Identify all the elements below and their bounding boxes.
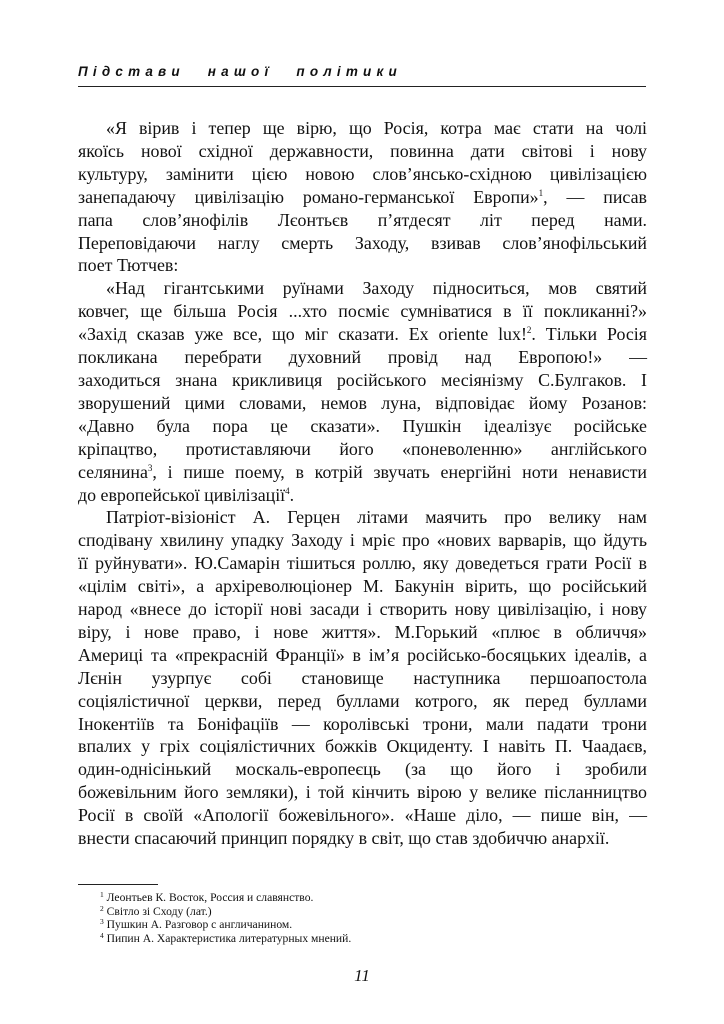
text-line: [78, 186, 647, 209]
text-line: Переповідаючи наглу смерть Заходу, взивав слов’янофільський: [78, 232, 647, 253]
footnote-ref[interactable]: 1: [538, 187, 544, 198]
footnote-number: 4: [100, 930, 104, 940]
text-line: Росії в своїй «Апології божевільного». «Наше діло, — пише він, —: [78, 805, 647, 826]
running-head: Підстави нашої політики: [78, 64, 402, 79]
text-line: «Давно була пора це сказати». Пушкін ідеалізує російське: [78, 415, 647, 436]
footnote-text: Леонтьев К. Восток, Россия и славянство.: [103, 891, 314, 904]
footnote-number: 3: [100, 917, 104, 926]
text-line: сподівану хвилину упадку Заходу і мріє про «нових варварів, що йдуть: [78, 530, 647, 551]
page-number: 11: [354, 966, 370, 985]
text-line: якоїсь нової східної державности, повинна дати світові і нову: [78, 140, 647, 161]
text-line: її руйнувати». Ю.Самарін тішиться роллю, яку доведеться грати Росії в: [78, 553, 647, 574]
text-line: народ «внесе до історії нові засади і створить нову цивілізацію, і нову: [78, 599, 647, 620]
paragraph: [78, 506, 647, 850]
paragraph: [78, 277, 647, 506]
footnote-rule: [78, 884, 158, 885]
text-line: кріпацтво, протиставляючи його «поневоленню» англійського: [78, 438, 647, 459]
footnote-ref[interactable]: 2: [526, 325, 532, 336]
footnote-text: Пипин А. Характеристика литературных мнений.: [103, 931, 352, 945]
text-line: Інокентіїв та Боніфаціїв — королівські трони, мали падати трони: [78, 713, 647, 734]
footnote-text: Пушкин А. Разговор с англичанином.: [103, 918, 293, 931]
text-run: . Тільки Росія: [531, 324, 647, 345]
text-line: один-однісінький москаль-европеєць (за що його і зробили: [78, 759, 647, 780]
main-text: [78, 117, 647, 850]
footnotes: [100, 891, 351, 945]
text-line: Лєнін узурпує собі становище наступника першоапостола: [78, 667, 647, 688]
text-run: , і пише поему, в котрій звучать енергійні ноти ненависти: [152, 461, 647, 482]
footnote: [100, 891, 351, 905]
text-line: внести спасаючий принцип порядку в світ, що став здобиччю анархії.: [78, 828, 610, 849]
text-run: селянина: [78, 461, 148, 482]
text-line: Америці та «прекрасній Франції» в ім’я російсько-босяцьких ідеалів, а: [78, 644, 647, 665]
text-line: «Над гігантськими руїнами Заходу підноситься, мов святий: [106, 278, 647, 299]
text-line: Патріот-візіоніст А. Герцен літами маячить про велику нам: [106, 507, 647, 528]
footnote-ref[interactable]: 4: [285, 485, 290, 496]
text-line: ковчег, ще більша Росія ...хто посміє сумніватися в її покликанні?»: [78, 301, 647, 322]
text-line: «цілім світі», а архіреволюціонер М. Бакунін вірить, що російський: [78, 576, 647, 597]
text-run: до европейської цивілізації: [78, 484, 286, 505]
footnote-number: 2: [100, 903, 104, 913]
text-line: [78, 484, 647, 507]
text-line: [78, 323, 647, 346]
text-line: зворушений цими словами, немов луна, відповідає йому Розанов:: [78, 392, 647, 413]
text-line: покликана перебрати духовний провід над Европою!» —: [78, 347, 647, 368]
footnote-text: Світло зі Сходу (лат.): [103, 904, 212, 918]
text-line: віру, і нове право, і нове життя». М.Горький «плює в обличчя»: [78, 621, 647, 642]
text-line: культуру, замінити цією новою слов’янсько-східною цивілізацією: [78, 163, 647, 184]
text-run: занепадаючу цивілізацію романо-германської Европи»: [78, 186, 539, 207]
text-line: поет Тютчев:: [78, 255, 179, 276]
paragraph: [78, 117, 647, 277]
text-line: соціялістичної церкви, перед буллами котрого, як перед буллами: [78, 690, 647, 711]
footnote-number: 1: [100, 890, 104, 899]
header-rule: [78, 86, 646, 87]
footnote-ref[interactable]: 3: [147, 462, 153, 473]
footnote: [100, 918, 351, 932]
text-run: .: [289, 484, 295, 505]
text-line: [78, 461, 647, 484]
text-line: папа слов’янофілів Лєонтьєв п’ятдесят літ перед нами.: [78, 209, 647, 230]
footnote: [100, 932, 351, 946]
text-run: «Захід сказав уже все, що міг сказати. Ex oriente lux!: [78, 324, 527, 345]
footnote: [100, 905, 351, 919]
text-run: , — писав: [543, 186, 647, 207]
text-line: «Я вірив і тепер ще вірю, що Росія, котра має стати на чолі: [106, 118, 647, 138]
text-line: божевільним його земляки), і той кінчить вірою у велике післанництво: [78, 782, 647, 803]
text-line: заходиться знана крикливиця російського месіянізму С.Булгаков. І: [78, 369, 647, 390]
text-line: впалих у гріх соціялістичних божків Окциденту. І навіть П. Чаадаєв,: [78, 736, 647, 757]
